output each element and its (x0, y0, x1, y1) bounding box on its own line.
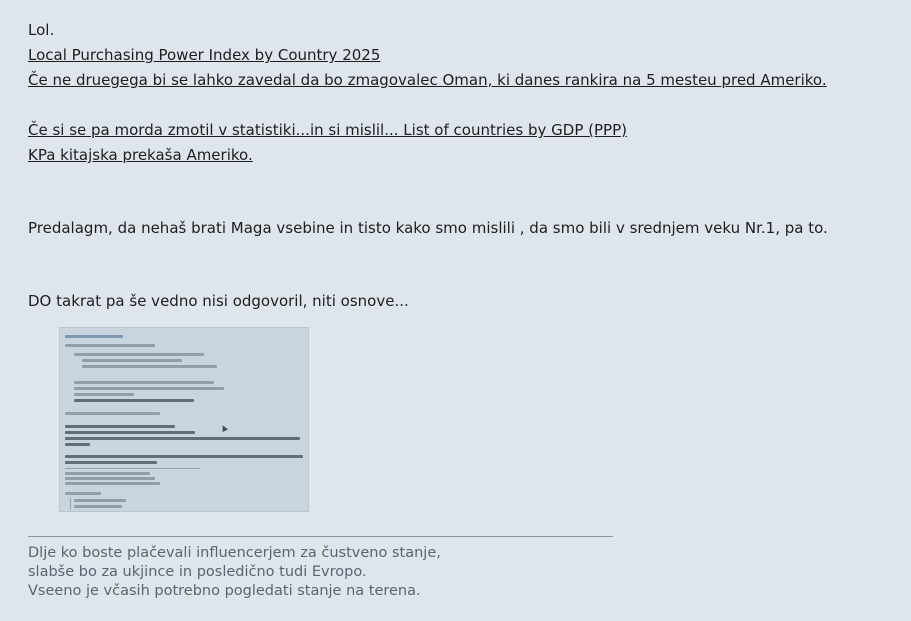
signature-line-2: slabše bo za ukjince in posledično tudi Evropo. (28, 564, 367, 580)
link-gdp-ppp-list[interactable]: Če si se pa morda zmotil v statistiki...in si mislil... List of countries by GDP (PPP) (28, 121, 627, 139)
signature (28, 544, 441, 601)
signature-separator (28, 536, 613, 537)
embedded-screenshot-thumbnail[interactable] (59, 327, 309, 512)
signature-line-3: Vseeno je včasih potrebno pogledati stanje na terena. (28, 583, 421, 599)
post-paragraph-maga: Predalagm, da nehaš brati Maga vsebine in tisto kako smo mislili , da smo bili v srednjem veku Nr.1, pa to. (28, 219, 828, 237)
forum-post-body (28, 18, 888, 314)
post-paragraph-answer: DO takrat pa še vedno nisi odgovoril, niti osnove... (28, 292, 409, 310)
link-purchasing-power-index[interactable]: Local Purchasing Power Index by Country 2025 (28, 46, 381, 64)
link-oman-ranking[interactable]: Če ne druegega bi se lahko zavedal da bo zmagovalec Oman, ki danes rankira na 5 mesteu pred Ameriko. (28, 71, 827, 89)
link-china-vs-america[interactable]: KPa kitajska prekaša Ameriko. (28, 146, 253, 164)
signature-line-1: Dlje ko boste plačevali influencerjem za čustveno stanje, (28, 545, 441, 561)
post-text-lol: Lol. (28, 21, 55, 39)
